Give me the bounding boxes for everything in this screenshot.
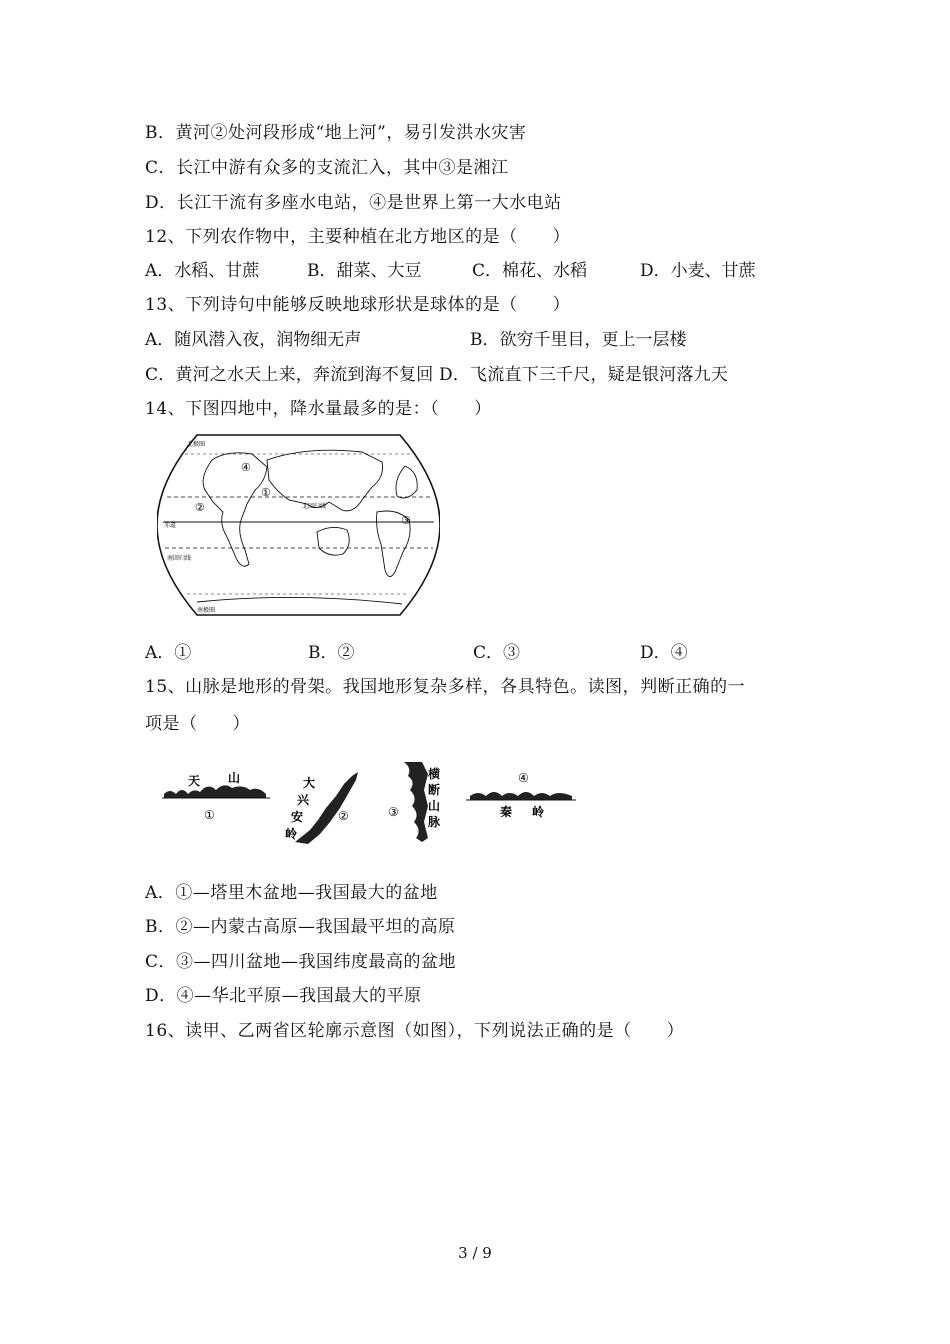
map-marker-3: ③ bbox=[401, 514, 411, 527]
q12-option-b: B．甜菜、大豆 bbox=[307, 261, 422, 281]
map-marker-4: ④ bbox=[241, 461, 251, 474]
label-hd-2: 断 bbox=[428, 783, 441, 797]
mountain-marker-1: ① bbox=[204, 808, 215, 822]
q13-option-a: A．随风潜入夜，润物细无声 bbox=[145, 330, 362, 350]
label-dxal-1: 大 bbox=[303, 776, 316, 790]
q15-option-a: A．①—塔里木盆地—我国最大的盆地 bbox=[145, 883, 438, 903]
page-number: 3 / 9 bbox=[458, 1244, 492, 1262]
label-arctic-circle: 北极圈 bbox=[187, 441, 206, 448]
question-13: 13、下列诗句中能够反映地球形状是球体的是（ ） bbox=[145, 295, 571, 315]
line-c-yangtze: C．长江中游有众多的支流汇入，其中③是湘江 bbox=[145, 158, 509, 178]
q15-option-d: D．④—华北平原—我国最大的平原 bbox=[145, 986, 422, 1006]
mountain-marker-4: ④ bbox=[518, 771, 529, 785]
q14-option-a: A．① bbox=[145, 643, 192, 663]
mountain-marker-3: ③ bbox=[388, 805, 399, 819]
q13-option-b: B．欲穷千里目，更上一层楼 bbox=[470, 330, 687, 350]
mountain-marker-2: ② bbox=[338, 809, 349, 823]
q12-option-a: A．水稻、甘蔗 bbox=[145, 261, 260, 281]
label-qinling-1: 秦 bbox=[500, 805, 513, 819]
line-d-hydropower: D．长江干流有多座水电站，④是世界上第一大水电站 bbox=[145, 193, 562, 213]
line-b-yellow-river: B．黄河②处河段形成“地上河”，易引发洪水灾害 bbox=[145, 123, 527, 143]
label-antarctic-circle: 南极圈 bbox=[197, 607, 216, 614]
label-dxal-3: 安 bbox=[291, 810, 304, 824]
label-qinling-2: 岭 bbox=[532, 805, 545, 819]
label-hd-3: 山 bbox=[428, 799, 441, 813]
question-15-line2: 项是（ ） bbox=[145, 714, 250, 734]
map-marker-1: ① bbox=[261, 486, 271, 499]
question-16: 16、读甲、乙两省区轮廓示意图（如图），下列说法正确的是（ ） bbox=[145, 1021, 685, 1041]
q14-option-d: D．④ bbox=[640, 643, 688, 663]
label-tropic-of-capricorn: 南回归线 bbox=[167, 555, 192, 562]
q14-option-b: B．② bbox=[308, 643, 355, 663]
label-tropic-of-cancer: 北回归线 bbox=[302, 503, 327, 510]
q12-option-c: C．棉花、水稻 bbox=[472, 261, 588, 281]
q14-option-c: C．③ bbox=[473, 643, 521, 663]
label-tianshan-1: 天 bbox=[188, 774, 201, 788]
label-tianshan-2: 山 bbox=[228, 771, 241, 785]
world-map-figure bbox=[157, 432, 440, 618]
q15-option-c: C．③—四川盆地—我国纬度最高的盆地 bbox=[145, 952, 457, 972]
map-marker-2: ② bbox=[195, 501, 205, 514]
q15-option-b: B．②—内蒙古高原—我国最平坦的高原 bbox=[145, 917, 456, 937]
label-dxal-4: 岭 bbox=[285, 827, 298, 841]
q13-option-cd: C．黄河之水天上来，奔流到海不复回 D．飞流直下三千尺，疑是银河落九天 bbox=[145, 365, 729, 385]
label-equator: 赤道 bbox=[164, 522, 177, 529]
mountain-ranges-figure bbox=[160, 752, 580, 852]
q12-option-d: D．小麦、甘蔗 bbox=[640, 261, 756, 281]
label-hd-4: 脉 bbox=[428, 815, 441, 829]
label-dxal-2: 兴 bbox=[297, 793, 310, 807]
question-12: 12、下列农作物中，主要种植在北方地区的是（ ） bbox=[145, 227, 571, 247]
question-15-line1: 15、山脉是地形的骨架。我国地形复杂多样，各具特色。读图，判断正确的一 bbox=[145, 677, 746, 697]
label-hd-1: 横 bbox=[428, 767, 441, 781]
question-14: 14、下图四地中，降水量最多的是：（ ） bbox=[145, 399, 492, 419]
